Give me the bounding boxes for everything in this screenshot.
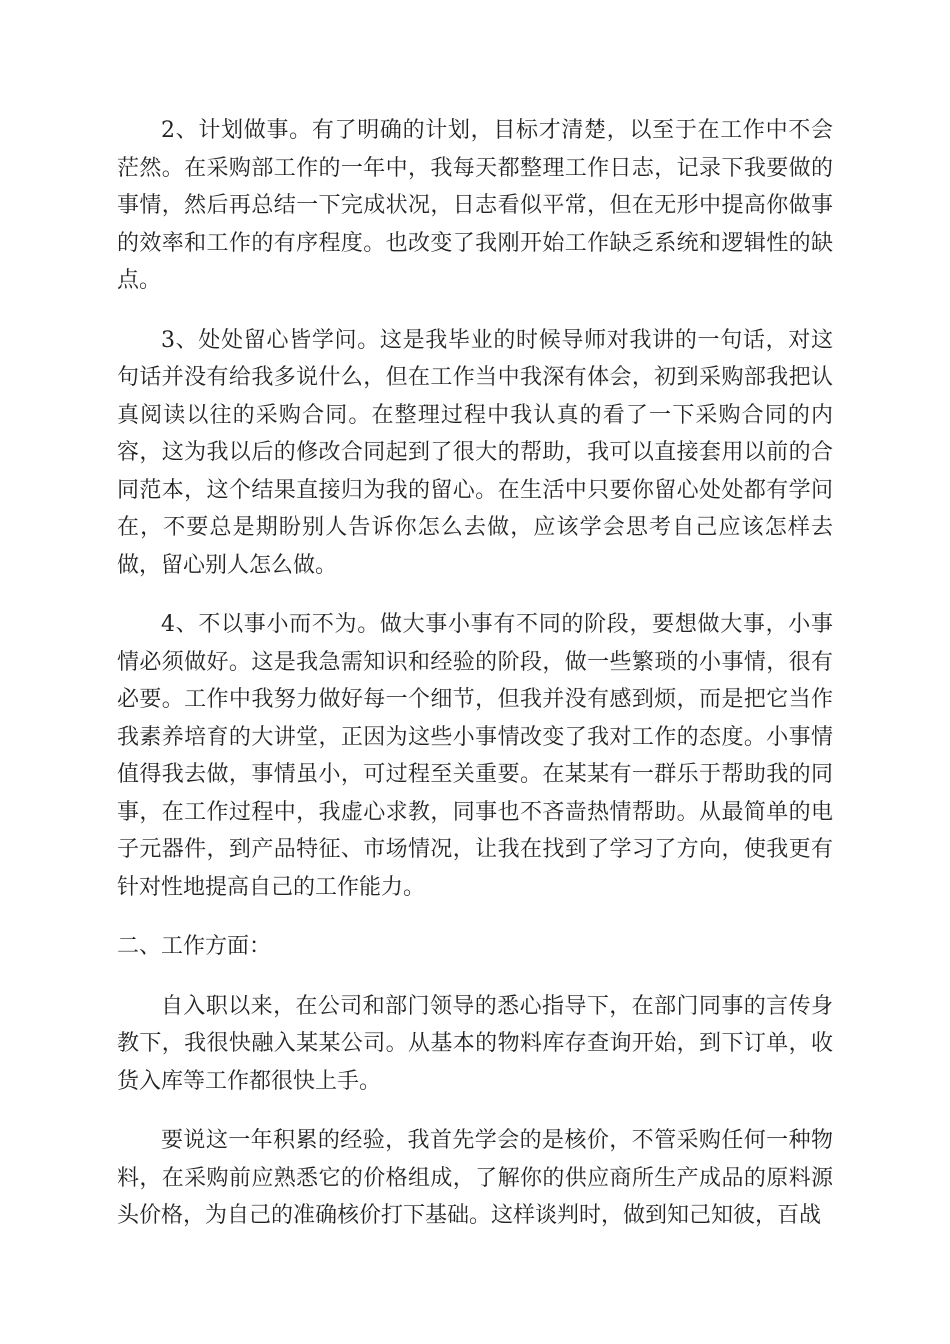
document-body xyxy=(117,112,833,1257)
paragraph-small-things: 4、不以事小而不为。做大事小事有不同的阶段，要想做大事，小事情必须做好。这是我急需知识和经验的阶段，做一些繁琐的小事情，很有必要。工作中我努力做好每一个细节，但我并没有感到烦，而是把它当作我素养培育的大讲堂，正因为这些小事情改变了我对工作的态度。小事情值得我去做，事情虽小，可过程至关重要。在某某有一群乐于帮助我的同事，在工作过程中，我虚心求教，同事也不吝啬热情帮助。从最简单的电子元器件，到产品特征、市场情况，让我在找到了学习了方向，使我更有针对性地提高自己的工作能力。 xyxy=(117,612,833,900)
paragraph-attention-learning: 3、处处留心皆学问。这是我毕业的时候导师对我讲的一句话，对这句话并没有给我多说什么，但在工作当中我深有体会，初到采购部我把认真阅读以往的采购合同。在整理过程中我认真的看了一下采购合同的内容，这为我以后的修改合同起到了很大的帮助，我可以直接套用以前的合同范本，这个结果直接归为我的留心。在生活中只要你留心处处都有学问在，不要总是期盼别人告诉你怎么去做，应该学会思考自己应该怎样去做，留心别人怎么做。 xyxy=(117,327,833,578)
paragraph-price-checking: 要说这一年积累的经验，我首先学会的是核价，不管采购任何一种物料，在采购前应熟悉它的价格组成，了解你的供应商所生产成品的原料源头价格，为自己的准确核价打下基础。这样谈判时，做到知己知彼，百战 xyxy=(117,1128,833,1228)
section-heading-work: 二、工作方面： xyxy=(117,934,272,959)
paragraph-since-joining: 自入职以来，在公司和部门领导的悉心指导下，在部门同事的言传身教下，我很快融入某某公司。从基本的物料库存查询开始，到下订单，收货入库等工作都很快上手。 xyxy=(117,993,833,1094)
paragraph-plan-work: 2、计划做事。有了明确的计划，目标才清楚，以至于在工作中不会茫然。在采购部工作的一年中，我每天都整理工作日志，记录下我要做的事情，然后再总结一下完成状况，日志看似平常，但在无形中提高你做事的效率和工作的有序程度。也改变了我刚开始工作缺乏系统和逻辑性的缺点。 xyxy=(117,118,833,293)
